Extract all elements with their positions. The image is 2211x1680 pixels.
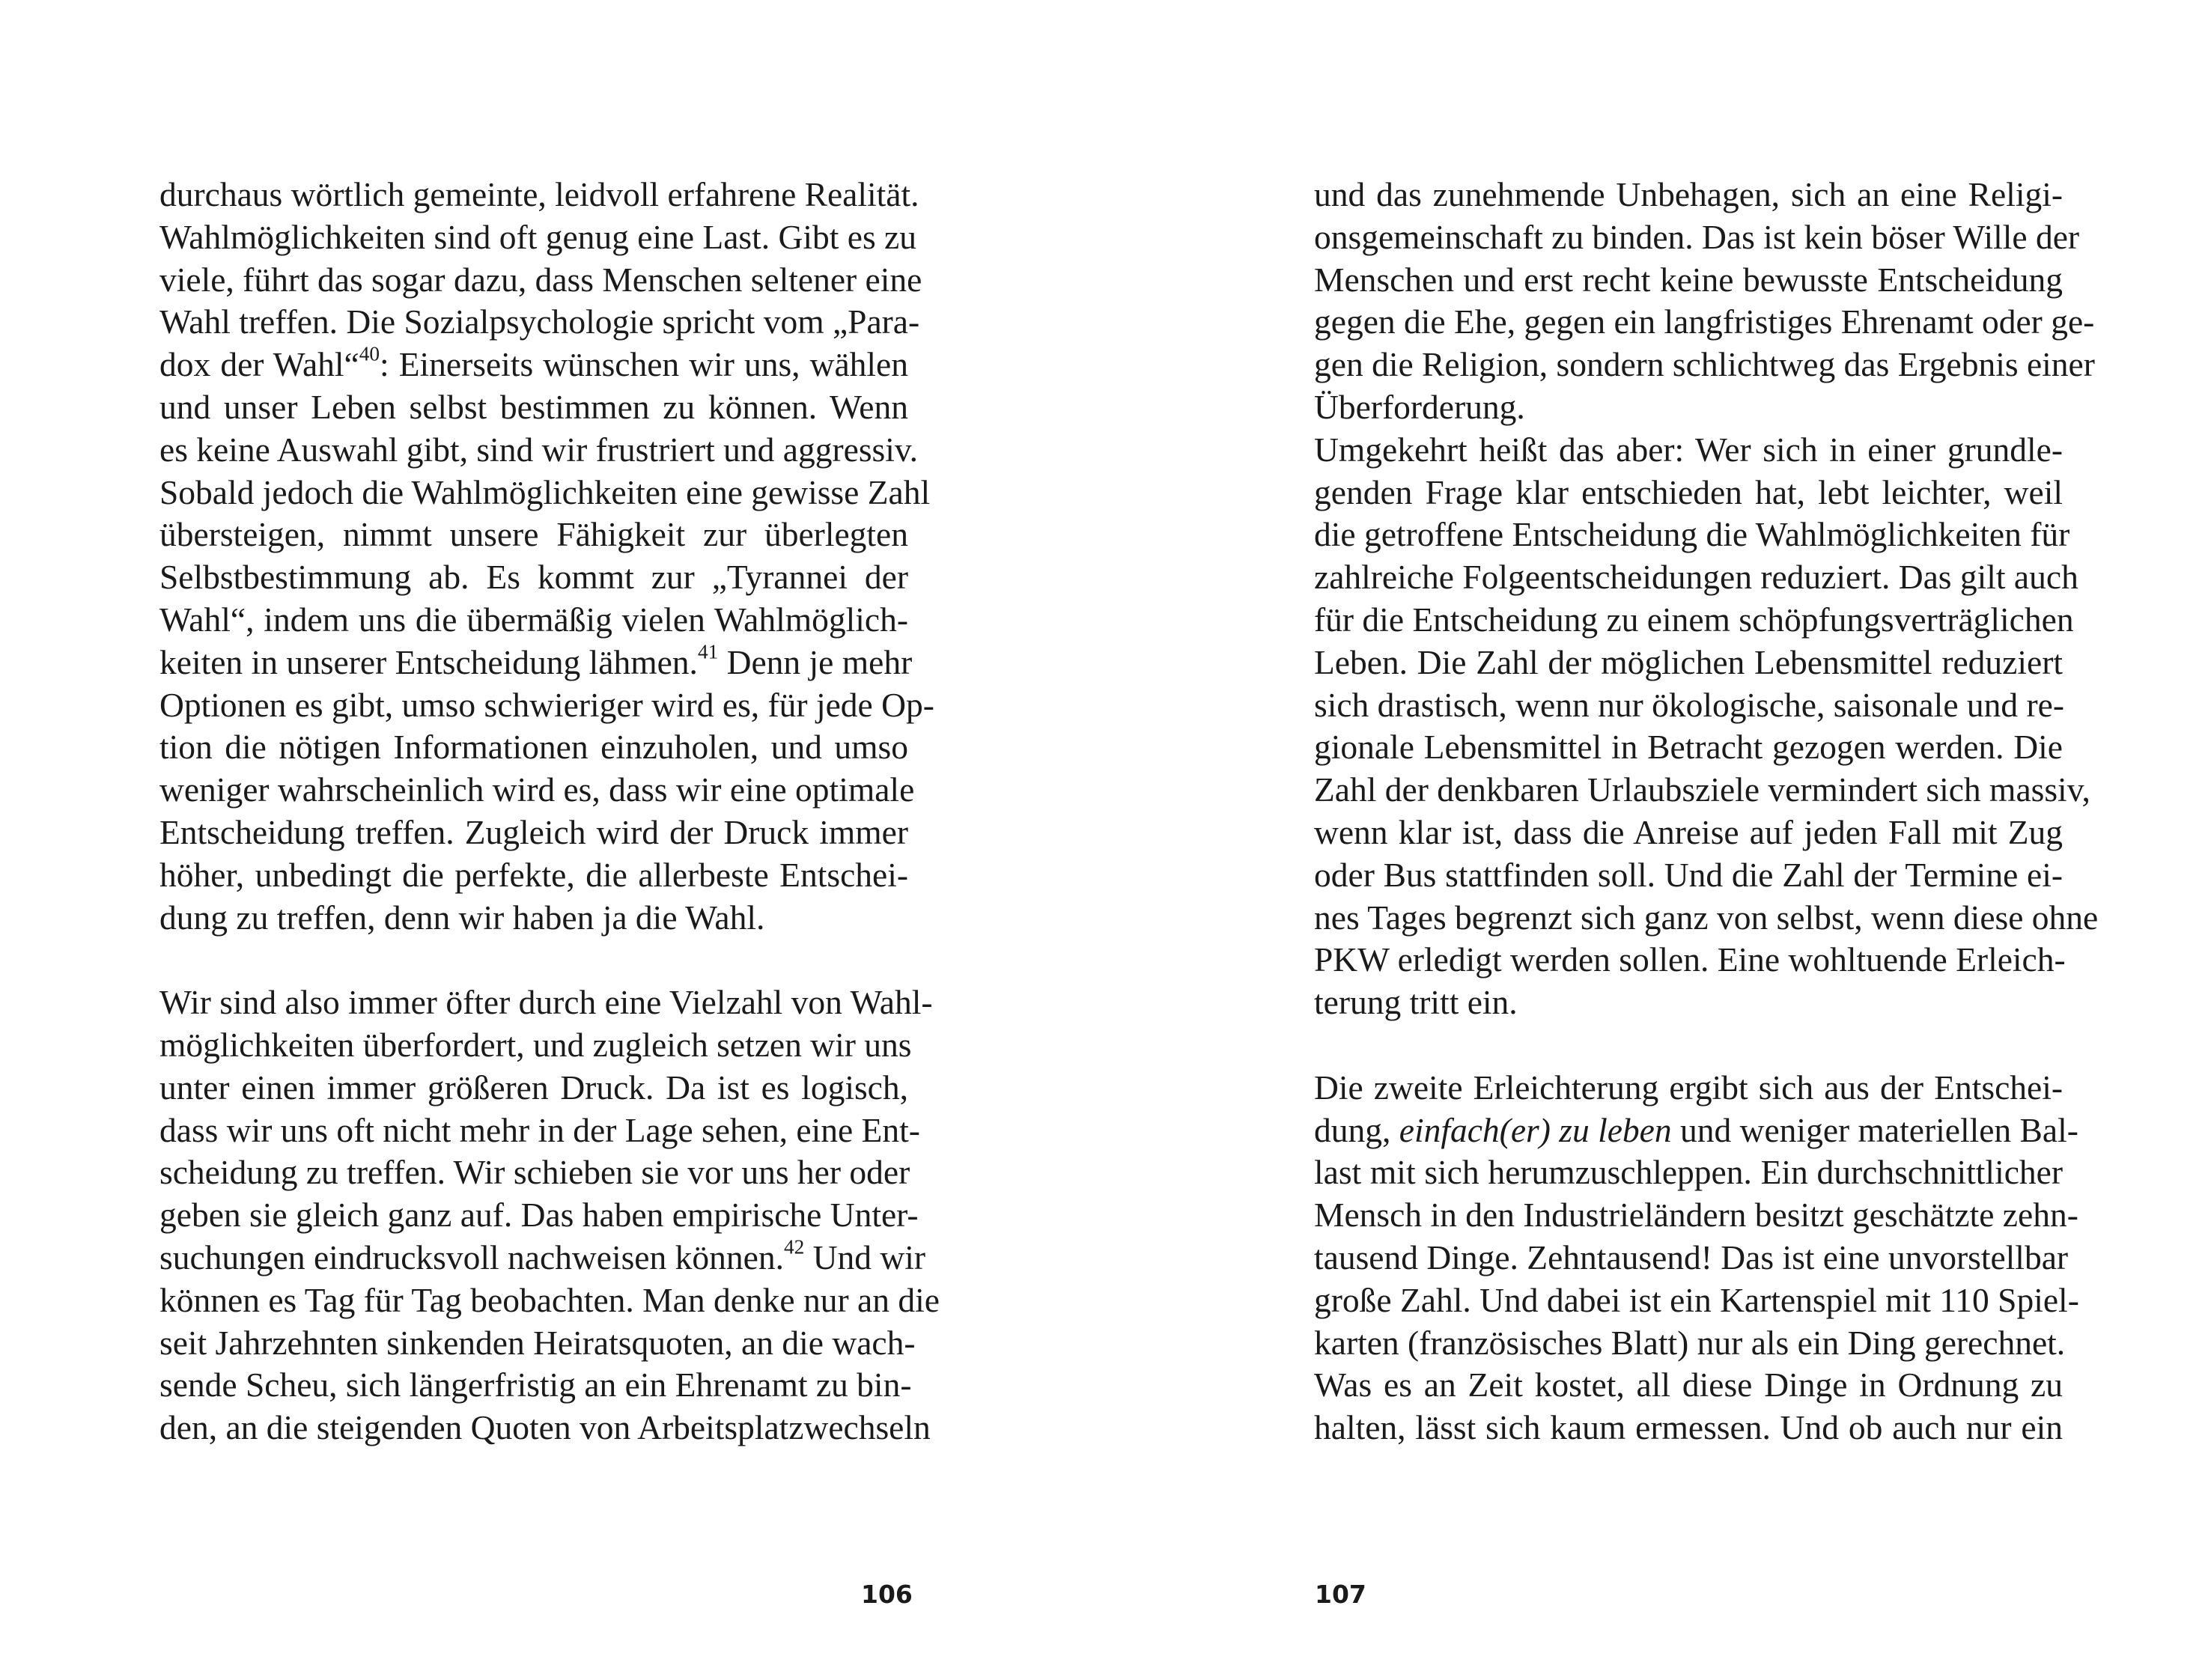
text-line: oder Bus stattfinden soll. Und die Zahl der Termine ei-	[1314, 855, 2063, 894]
paragraph-gap	[159, 939, 908, 981]
text-line	[159, 344, 908, 386]
text-line: gionale Lebensmittel in Betracht gezogen werden. Die	[1314, 728, 2063, 767]
text-line: durchaus wörtlich gemeinte, leidvoll erfahrene Realität.	[159, 175, 919, 213]
text-line: für die Entscheidung zu einem schöpfungsverträglichen	[1314, 600, 2074, 639]
text-line: die getroffene Entscheidung die Wahlmöglichkeiten für	[1314, 515, 2070, 554]
text-line: zahlreiche Folgeentscheidungen reduziert. Das gilt auch	[1314, 558, 2078, 597]
text-line	[159, 640, 913, 684]
text-line: Wahl“, indem uns die übermäßig vielen Wahlmöglich-	[159, 600, 908, 639]
text-line	[159, 1235, 926, 1279]
page-number-right: 107	[1315, 1580, 1366, 1609]
left-text-column	[159, 174, 940, 1449]
right-text-column	[1314, 174, 2099, 1449]
text-line: große Zahl. Und dabei ist ein Kartenspiel mit 110 Spiel-	[1314, 1280, 2079, 1319]
text-line: viele, führt das sogar dazu, dass Menschen seltener eine	[159, 260, 922, 299]
text-line: last mit sich herumzuschleppen. Ein durchschnittlicher	[1314, 1153, 2063, 1192]
text-line: gen die Religion, sondern schlichtweg das Ergebnis einer	[1314, 345, 2095, 384]
text-segment: Denn je mehr	[718, 642, 913, 681]
text-line: übersteigen, nimmt unsere Fähigkeit zur überlegten	[159, 515, 908, 554]
text-line: können es Tag für Tag beobachten. Man denke nur an die	[159, 1280, 940, 1319]
footnote-marker: 42	[783, 1235, 805, 1259]
text-line: den, an die steigenden Quoten von Arbeitsplatzwechseln	[159, 1408, 931, 1447]
text-line: Überforderung.	[1314, 387, 1525, 426]
text-line: PKW erledigt werden sollen. Eine wohltuende Erleich-	[1314, 940, 2066, 979]
text-line: seit Jahrzehnten sinkenden Heiratsquoten, an die wach-	[159, 1323, 916, 1362]
text-line: dung zu treffen, denn wir haben ja die Wahl.	[159, 898, 765, 937]
page-number-left: 106	[861, 1580, 913, 1609]
text-line: Die zweite Erleichterung ergibt sich aus der Entschei-	[1314, 1068, 2063, 1107]
text-line: und unser Leben selbst bestimmen zu können. Wenn	[159, 387, 908, 426]
text-segment: keiten in unserer Entscheidung lähmen.	[159, 642, 698, 681]
text-line: unter einen immer größeren Druck. Da ist es logisch,	[159, 1068, 908, 1107]
text-line: Leben. Die Zahl der möglichen Lebensmittel reduziert	[1314, 642, 2063, 681]
text-line: es keine Auswahl gibt, sind wir frustriert und aggressiv.	[159, 430, 919, 469]
footnote-marker: 40	[359, 342, 380, 365]
text-line: geben sie gleich ganz auf. Das haben empirische Unter-	[159, 1196, 919, 1235]
text-line: Wir sind also immer öfter durch eine Vielzahl von Wahl-	[159, 983, 933, 1022]
text-line: Was es an Zeit kostet, all diese Dinge in Ordnung zu	[1314, 1366, 2063, 1404]
text-line: dass wir uns oft nicht mehr in der Lage sehen, eine Ent-	[159, 1110, 920, 1149]
text-line: Mensch in den Industrieländern besitzt geschätzte zehn-	[1314, 1196, 2078, 1235]
text-line: Sobald jedoch die Wahlmöglichkeiten eine gewisse Zahl	[159, 472, 931, 511]
text-line: Wahl treffen. Die Sozialpsychologie spricht vom „Para-	[159, 302, 920, 341]
text-segment: dung,	[1314, 1110, 1399, 1149]
right-page	[1105, 0, 2211, 1680]
text-line: scheidung zu treffen. Wir schieben sie vor uns her oder	[159, 1153, 910, 1192]
text-line: sende Scheu, sich längerfristig an ein Ehrenamt zu bin-	[159, 1366, 912, 1404]
text-line: höher, unbedingt die perfekte, die allerbeste Entschei-	[159, 855, 908, 894]
text-segment: Und wir	[804, 1238, 926, 1276]
paragraph-gap	[1314, 1024, 2063, 1067]
text-line: tion die nötigen Informationen einzuholen, und umso	[159, 728, 908, 767]
text-line: tausend Dinge. Zehntausend! Das ist eine unvorstellbar	[1314, 1238, 2069, 1276]
text-line: Selbstbestimmung ab. Es kommt zur „Tyrannei der	[159, 558, 908, 597]
text-line: gegen die Ehe, gegen ein langfristiges Ehrenamt oder ge-	[1314, 302, 2095, 341]
text-line: sich drastisch, wenn nur ökologische, saisonale und re-	[1314, 685, 2065, 724]
text-line: Umgekehrt heißt das aber: Wer sich in einer grundle-	[1314, 430, 2063, 469]
text-line: halten, lässt sich kaum ermessen. Und ob auch nur ein	[1314, 1408, 2063, 1447]
text-segment: und weniger materiellen Bal-	[1671, 1110, 2078, 1149]
text-segment: suchungen eindrucksvoll nachweisen können.	[159, 1238, 784, 1276]
footnote-marker: 41	[697, 640, 719, 663]
text-line: Entscheidung treffen. Zugleich wird der Druck immer	[159, 812, 908, 851]
text-line: genden Frage klar entschieden hat, lebt leichter, weil	[1314, 472, 2063, 511]
text-line: möglichkeiten überfordert, und zugleich setzen wir uns	[159, 1025, 912, 1064]
text-line: weniger wahrscheinlich wird es, dass wir eine optimale	[159, 770, 915, 809]
text-line: karten (französisches Blatt) nur als ein Ding gerechnet.	[1314, 1323, 2066, 1362]
text-line: onsgemeinschaft zu binden. Das ist kein böser Wille der	[1314, 217, 2080, 256]
text-line: wenn klar ist, dass die Anreise auf jeden Fall mit Zug	[1314, 812, 2063, 851]
text-segment: dox der Wahl“	[159, 345, 359, 384]
text-line: Wahlmöglichkeiten sind oft genug eine Last. Gibt es zu	[159, 217, 916, 256]
emphasized-text: einfach(er) zu leben	[1399, 1110, 1672, 1149]
text-segment: : Einerseits wünschen wir uns, wählen	[380, 345, 908, 384]
left-page	[0, 0, 1105, 1680]
text-line: Menschen und erst recht keine bewusste Entscheidung	[1314, 260, 2063, 299]
text-line	[1314, 1110, 2078, 1152]
text-line: und das zunehmende Unbehagen, sich an eine Religi-	[1314, 175, 2063, 213]
text-line: Optionen es gibt, umso schwieriger wird es, für jede Op-	[159, 685, 934, 724]
text-line: nes Tages begrenzt sich ganz von selbst, wenn diese ohne	[1314, 898, 2099, 937]
text-line: terung tritt ein.	[1314, 983, 1518, 1022]
text-line: Zahl der denkbaren Urlaubsziele vermindert sich massiv,	[1314, 770, 2090, 809]
